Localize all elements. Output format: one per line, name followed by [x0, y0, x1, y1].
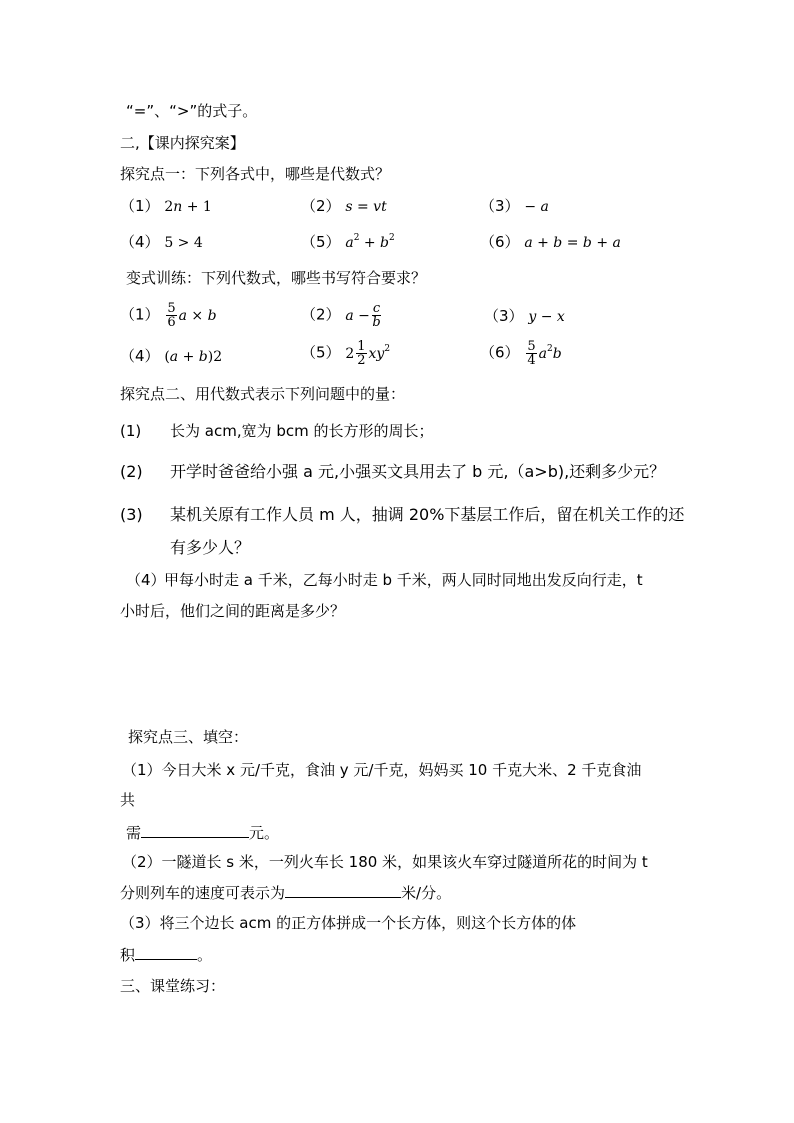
question-heading: 变式训练：下列代数式，哪些书写符合要求？ — [126, 269, 427, 287]
item-number: （6） — [480, 343, 520, 362]
expression-item — [120, 302, 217, 329]
text-line: （1）今日大米 x 元/千克，食油 y 元/千克，妈妈买 10 千克大米、2 千克食油 — [122, 761, 642, 779]
expression-item — [120, 232, 203, 253]
answer-blank[interactable] — [141, 822, 249, 838]
expression-item — [120, 196, 212, 217]
text-fragment: 需 — [126, 824, 142, 842]
expression-item — [480, 340, 562, 367]
fill-blank-line — [126, 822, 279, 843]
math-expression: 2n + 1 — [164, 199, 212, 215]
problem-number: (2) — [120, 462, 143, 481]
math-expression: − a — [524, 199, 549, 215]
problem-text: 甲每小时走 a 千米，乙每小时走 b 千米，两人同时同地出发反向行走，t — [164, 571, 643, 589]
problem-text-continued: 小时后，他们之间的距离是多少？ — [120, 602, 346, 620]
item-number: （2） — [301, 197, 341, 215]
answer-blank[interactable] — [135, 944, 197, 960]
item-number: （5） — [301, 343, 341, 362]
text-fragment: 分则列车的速度可表示为 — [120, 884, 286, 902]
expression-item — [480, 196, 549, 217]
item-number: （2） — [301, 305, 341, 324]
math-expression: $\frac{5}{6}$ a × b — [167, 301, 217, 330]
problem-number: (1) — [120, 422, 142, 440]
item-number: （6） — [480, 233, 520, 251]
text-fragment: 元。 — [249, 824, 280, 842]
math-expression: (a + b)2 — [164, 349, 223, 365]
problem-number: （4） — [126, 571, 166, 589]
item-number: （3） — [480, 197, 520, 215]
item-number: （3） — [484, 307, 524, 325]
problem-text: 长为 acm,宽为 bcm 的长方形的周长； — [170, 422, 434, 440]
question-heading: 探究点二、用代数式表示下列问题中的量： — [120, 385, 406, 403]
math-expression: 5 > 4 — [164, 235, 203, 251]
problem-text-continued: 有多少人？ — [170, 538, 251, 557]
item-number: （5） — [301, 233, 341, 251]
math-expression: $a^2 + b^2$ — [345, 233, 395, 251]
text-fragment: 米/分。 — [401, 884, 452, 902]
expression-item — [480, 232, 621, 253]
question-heading: 探究点一：下列各式中，哪些是代数式？ — [120, 165, 391, 183]
math-expression: $\frac{5}{4}$ $a^2b$ — [527, 339, 562, 368]
expression-item — [484, 306, 565, 327]
fill-blank-line — [120, 882, 451, 903]
problem-number: (3) — [120, 505, 143, 524]
expression-item — [120, 346, 222, 367]
item-number: （4） — [120, 233, 160, 251]
text-fragment: 。 — [197, 946, 213, 964]
section-heading: 三、课堂练习： — [120, 977, 226, 995]
item-number: （1） — [120, 305, 160, 324]
text-line: 共 — [120, 791, 136, 809]
math-expression: 2 $\frac{1}{2}$ $xy^2$ — [345, 339, 391, 368]
answer-blank[interactable] — [285, 882, 401, 898]
text-line: （3）将三个边长 acm 的正方体拼成一个长方体，则这个长方体的体 — [120, 914, 577, 932]
item-number: （4） — [120, 347, 160, 365]
math-expression: a + b = b + a — [524, 235, 621, 251]
text-line: （2）一隧道长 s 米，一列火车长 180 米，如果该火车穿过隧道所花的时间为 t — [122, 853, 648, 871]
text-line: “=”、“>”的式子。 — [126, 102, 258, 120]
expression-item — [301, 196, 387, 217]
expression-item — [301, 232, 395, 253]
question-heading: 探究点三、填空： — [128, 728, 249, 746]
math-expression: y − x — [528, 309, 565, 325]
expression-item — [301, 302, 383, 329]
problem-text: 某机关原有工作人员 m 人，抽调 20%下基层工作后，留在机关工作的还 — [170, 505, 685, 524]
expression-item — [301, 340, 390, 367]
fill-blank-line — [120, 944, 212, 965]
item-number: （1） — [120, 197, 160, 215]
math-expression: a − $\frac{c}{b}$ — [345, 301, 381, 330]
problem-text: 开学时爸爸给小强 a 元,小强买文具用去了 b 元,（a>b),还剩多少元？ — [170, 462, 666, 481]
math-expression: s = vt — [345, 199, 387, 215]
text-fragment: 积 — [120, 946, 136, 964]
section-heading: 二,【课内探究案】 — [120, 134, 245, 152]
